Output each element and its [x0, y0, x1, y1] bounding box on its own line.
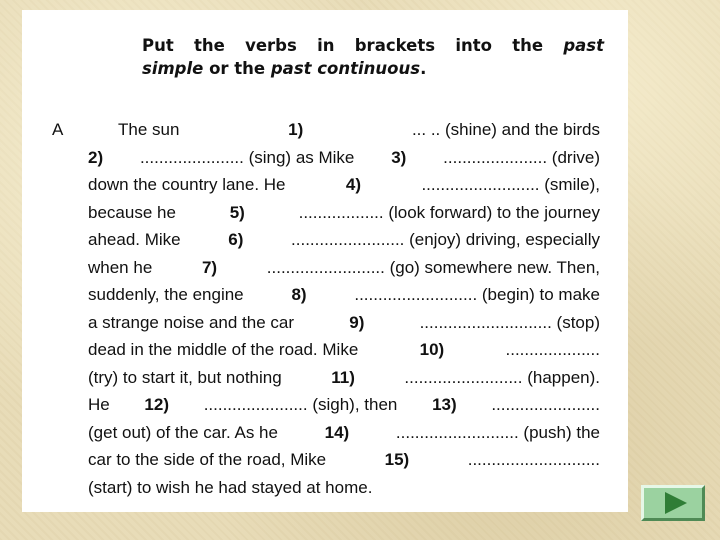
blank-number: 10)	[419, 340, 445, 359]
exercise-segment: ........................ (enjoy) driving, especially	[291, 230, 600, 249]
exercise-line	[88, 281, 600, 309]
exercise-segment: ... .. (shine) and the birds	[411, 120, 600, 139]
exercise-text	[88, 116, 600, 501]
exercise-segment: The sun	[118, 120, 180, 139]
blank-number: 1)	[288, 120, 304, 139]
exercise-segment: ahead. Mike	[88, 230, 181, 249]
exercise-line	[88, 171, 600, 199]
instr-word: the	[194, 36, 225, 55]
blank-number: 3)	[391, 147, 407, 167]
instr-period: .	[420, 59, 427, 78]
blank-number: 8)	[291, 285, 307, 304]
next-slide-button[interactable]	[641, 485, 705, 521]
exercise-segment: .......................... (push) the	[395, 422, 600, 442]
exercise-segment: ....................	[505, 340, 600, 359]
exercise-instructions	[142, 34, 604, 80]
blank-number: 4)	[345, 175, 362, 194]
blank-number: 14)	[324, 422, 350, 442]
exercise-line	[88, 144, 600, 172]
exercise-line	[88, 419, 600, 447]
exercise-line	[88, 474, 600, 502]
exercise-segment: (get out) of the car. As he	[88, 422, 278, 442]
exercise-line	[88, 446, 600, 474]
exercise-segment: .......................	[491, 395, 600, 414]
exercise-segment: ...................... (drive)	[443, 147, 600, 167]
exercise-segment: car to the side of the road, Mike	[88, 450, 327, 469]
exercise-segment: when he	[88, 257, 153, 277]
blank-number: 11)	[331, 367, 355, 387]
instr-past-continuous: past continuous	[270, 59, 421, 78]
exercise-segment: ...................... (sing) as Mike	[139, 147, 355, 167]
instr-word: in	[317, 36, 335, 55]
instructions-line-2	[142, 57, 604, 80]
exercise-segment: He	[88, 395, 110, 414]
blank-number: 9)	[349, 312, 365, 332]
exercise-segment: dead in the middle of the road. Mike	[88, 340, 359, 359]
instructions-line-1	[142, 34, 604, 57]
exercise-letter: A	[52, 120, 64, 139]
exercise-line	[88, 226, 600, 254]
exercise-segment: down the country lane. He	[88, 175, 286, 194]
exercise-segment: a strange noise and the car	[88, 312, 295, 332]
instr-simple: simple	[142, 59, 204, 78]
instr-or-the: or the	[209, 59, 266, 78]
exercise-segment: suddenly, the engine	[88, 285, 244, 304]
exercise-segment: .................. (look forward) to the journey	[298, 202, 600, 222]
exercise-segment: ......................... (smile),	[421, 175, 600, 194]
exercise-segment: ......................... (go) somewhere new. Then,	[266, 257, 600, 277]
blank-number: 13)	[432, 395, 457, 414]
exercise-line	[88, 116, 600, 144]
exercise-segment: (start) to wish he had stayed at home.	[88, 477, 373, 497]
exercise-segment: ............................ (stop)	[419, 312, 600, 332]
blank-number: 6)	[228, 230, 244, 249]
instr-word-past: past	[563, 36, 604, 55]
exercise-line	[88, 391, 600, 419]
exercise-segment: because he	[88, 202, 176, 222]
instr-word: the	[512, 36, 544, 55]
instr-word: verbs	[245, 36, 297, 55]
instr-word: into	[455, 36, 492, 55]
worksheet	[22, 10, 628, 512]
exercise-segment: (try) to start it, but nothing	[88, 367, 282, 387]
exercise-line	[88, 364, 600, 392]
exercise-segment: ......................... (happen).	[404, 367, 600, 387]
exercise-line	[88, 199, 600, 227]
exercise-segment: ............................	[467, 450, 600, 469]
blank-number: 2)	[88, 147, 104, 167]
exercise-segment: ...................... (sigh), then	[203, 395, 398, 414]
blank-number: 5)	[229, 202, 245, 222]
blank-number: 12)	[144, 395, 169, 414]
exercise-line	[88, 309, 600, 337]
blank-number: 7)	[201, 257, 218, 277]
exercise-line	[88, 254, 600, 282]
exercise-line	[88, 336, 600, 364]
instr-word: brackets	[354, 36, 436, 55]
exercise-segment: .......................... (begin) to make	[354, 285, 600, 304]
blank-number: 15)	[384, 450, 410, 469]
play-arrow-icon	[656, 491, 690, 515]
instr-word: Put	[142, 36, 174, 55]
